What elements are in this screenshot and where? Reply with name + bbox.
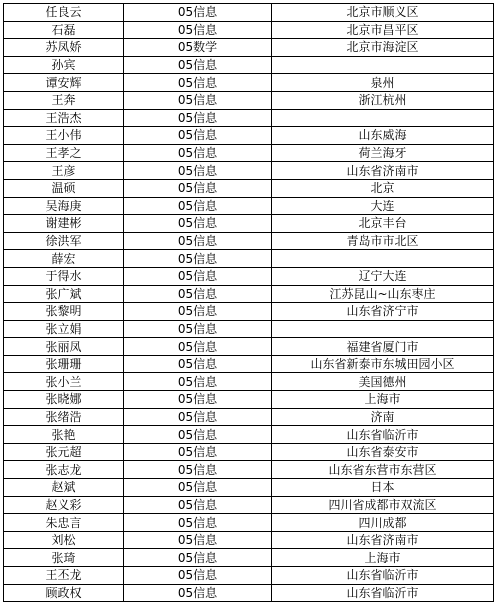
table-row (4, 127, 494, 145)
location-cell: 山东省新泰市东城田园小区 (272, 355, 494, 373)
name-cell: 温硕 (4, 179, 124, 197)
name-cell: 赵斌 (4, 479, 124, 497)
table-row (4, 303, 494, 321)
name-cell: 于得水 (4, 267, 124, 285)
table-row (4, 197, 494, 215)
location-cell: 泉州 (272, 74, 494, 92)
class-cell: 05信息 (124, 197, 272, 215)
location-cell: 北京丰台 (272, 215, 494, 233)
name-cell: 张琦 (4, 549, 124, 567)
table-row (4, 232, 494, 250)
table-row (4, 461, 494, 479)
class-cell: 05信息 (124, 56, 272, 74)
location-cell: 青岛市市北区 (272, 232, 494, 250)
location-cell: 上海市 (272, 391, 494, 409)
location-cell: 山东省济南市 (272, 531, 494, 549)
class-cell: 05信息 (124, 267, 272, 285)
table-row (4, 391, 494, 409)
class-cell: 05信息 (124, 391, 272, 409)
name-cell: 谭安辉 (4, 74, 124, 92)
table-body (4, 4, 494, 602)
class-cell: 05信息 (124, 426, 272, 444)
name-cell: 张黎明 (4, 303, 124, 321)
name-cell: 张立娟 (4, 320, 124, 338)
name-cell: 张丽凤 (4, 338, 124, 356)
name-cell: 徐洪军 (4, 232, 124, 250)
table-row (4, 91, 494, 109)
location-cell: 济南 (272, 408, 494, 426)
table-row (4, 21, 494, 39)
location-cell: 浙江杭州 (272, 91, 494, 109)
name-cell: 刘松 (4, 531, 124, 549)
class-cell: 05信息 (124, 496, 272, 514)
table-row (4, 215, 494, 233)
table-row (4, 443, 494, 461)
table-row (4, 267, 494, 285)
class-cell: 05信息 (124, 21, 272, 39)
table-row (4, 426, 494, 444)
class-cell: 05信息 (124, 567, 272, 585)
name-cell: 张绪浩 (4, 408, 124, 426)
class-cell: 05信息 (124, 338, 272, 356)
name-cell: 任良云 (4, 4, 124, 22)
table-row (4, 496, 494, 514)
location-cell: 美国德州 (272, 373, 494, 391)
class-cell: 05信息 (124, 443, 272, 461)
name-cell: 张元超 (4, 443, 124, 461)
location-cell: 北京市昌平区 (272, 21, 494, 39)
name-cell: 张珊珊 (4, 355, 124, 373)
class-cell: 05信息 (124, 179, 272, 197)
name-cell: 孙宾 (4, 56, 124, 74)
class-cell: 05信息 (124, 74, 272, 92)
class-cell: 05信息 (124, 408, 272, 426)
name-cell: 苏凤娇 (4, 39, 124, 57)
name-cell: 石磊 (4, 21, 124, 39)
table-row (4, 338, 494, 356)
table-row (4, 514, 494, 532)
name-cell: 王丕龙 (4, 567, 124, 585)
name-cell: 张艳 (4, 426, 124, 444)
class-cell: 05信息 (124, 91, 272, 109)
class-cell: 05信息 (124, 320, 272, 338)
table-row (4, 285, 494, 303)
name-cell: 王浩杰 (4, 109, 124, 127)
table-row (4, 39, 494, 57)
name-cell: 谢建彬 (4, 215, 124, 233)
class-cell: 05信息 (124, 355, 272, 373)
class-cell: 05信息 (124, 215, 272, 233)
class-cell: 05信息 (124, 514, 272, 532)
class-cell: 05信息 (124, 373, 272, 391)
location-cell (272, 109, 494, 127)
table-row (4, 320, 494, 338)
location-cell: 上海市 (272, 549, 494, 567)
table-row (4, 531, 494, 549)
table-row (4, 584, 494, 602)
name-cell: 王奔 (4, 91, 124, 109)
location-cell: 山东省东营市东营区 (272, 461, 494, 479)
class-cell: 05信息 (124, 127, 272, 145)
location-cell: 江苏昆山~山东枣庄 (272, 285, 494, 303)
class-cell: 05信息 (124, 4, 272, 22)
table-row (4, 479, 494, 497)
table-row (4, 549, 494, 567)
location-cell: 北京市海淀区 (272, 39, 494, 57)
table-row (4, 162, 494, 180)
name-cell: 张小兰 (4, 373, 124, 391)
location-cell: 北京市顺义区 (272, 4, 494, 22)
location-cell: 山东省泰安市 (272, 443, 494, 461)
class-cell: 05信息 (124, 531, 272, 549)
class-cell: 05信息 (124, 303, 272, 321)
location-cell: 福建省厦门市 (272, 338, 494, 356)
name-cell: 朱忠言 (4, 514, 124, 532)
class-cell: 05信息 (124, 232, 272, 250)
class-cell: 05信息 (124, 549, 272, 567)
name-cell: 王小伟 (4, 127, 124, 145)
class-cell: 05信息 (124, 250, 272, 268)
table-row (4, 567, 494, 585)
location-cell: 北京 (272, 179, 494, 197)
location-cell: 四川省成都市双流区 (272, 496, 494, 514)
location-cell: 山东省临沂市 (272, 426, 494, 444)
location-cell: 山东省临沂市 (272, 567, 494, 585)
location-cell: 山东省临沂市 (272, 584, 494, 602)
name-cell: 赵义彩 (4, 496, 124, 514)
location-cell: 日本 (272, 479, 494, 497)
table-row (4, 144, 494, 162)
class-cell: 05信息 (124, 479, 272, 497)
class-cell: 05信息 (124, 461, 272, 479)
table-row (4, 74, 494, 92)
location-cell: 山东省济南市 (272, 162, 494, 180)
student-table (3, 3, 494, 602)
name-cell: 顾政权 (4, 584, 124, 602)
location-cell (272, 320, 494, 338)
location-cell: 辽宁大连 (272, 267, 494, 285)
class-cell: 05信息 (124, 285, 272, 303)
class-cell: 05信息 (124, 109, 272, 127)
name-cell: 王彦 (4, 162, 124, 180)
name-cell: 王孝之 (4, 144, 124, 162)
location-cell (272, 250, 494, 268)
table-row (4, 179, 494, 197)
table-row (4, 250, 494, 268)
table-row (4, 373, 494, 391)
table-row (4, 109, 494, 127)
name-cell: 吴海庚 (4, 197, 124, 215)
name-cell: 张广斌 (4, 285, 124, 303)
name-cell: 张晓娜 (4, 391, 124, 409)
location-cell: 山东省济宁市 (272, 303, 494, 321)
class-cell: 05信息 (124, 162, 272, 180)
class-cell: 05信息 (124, 584, 272, 602)
name-cell: 薛宏 (4, 250, 124, 268)
location-cell: 大连 (272, 197, 494, 215)
table-row (4, 56, 494, 74)
location-cell: 四川成都 (272, 514, 494, 532)
table-row (4, 408, 494, 426)
class-cell: 05数学 (124, 39, 272, 57)
location-cell: 山东威海 (272, 127, 494, 145)
table-row (4, 355, 494, 373)
class-cell: 05信息 (124, 144, 272, 162)
table-row (4, 4, 494, 22)
location-cell: 荷兰海牙 (272, 144, 494, 162)
name-cell: 张志龙 (4, 461, 124, 479)
location-cell (272, 56, 494, 74)
